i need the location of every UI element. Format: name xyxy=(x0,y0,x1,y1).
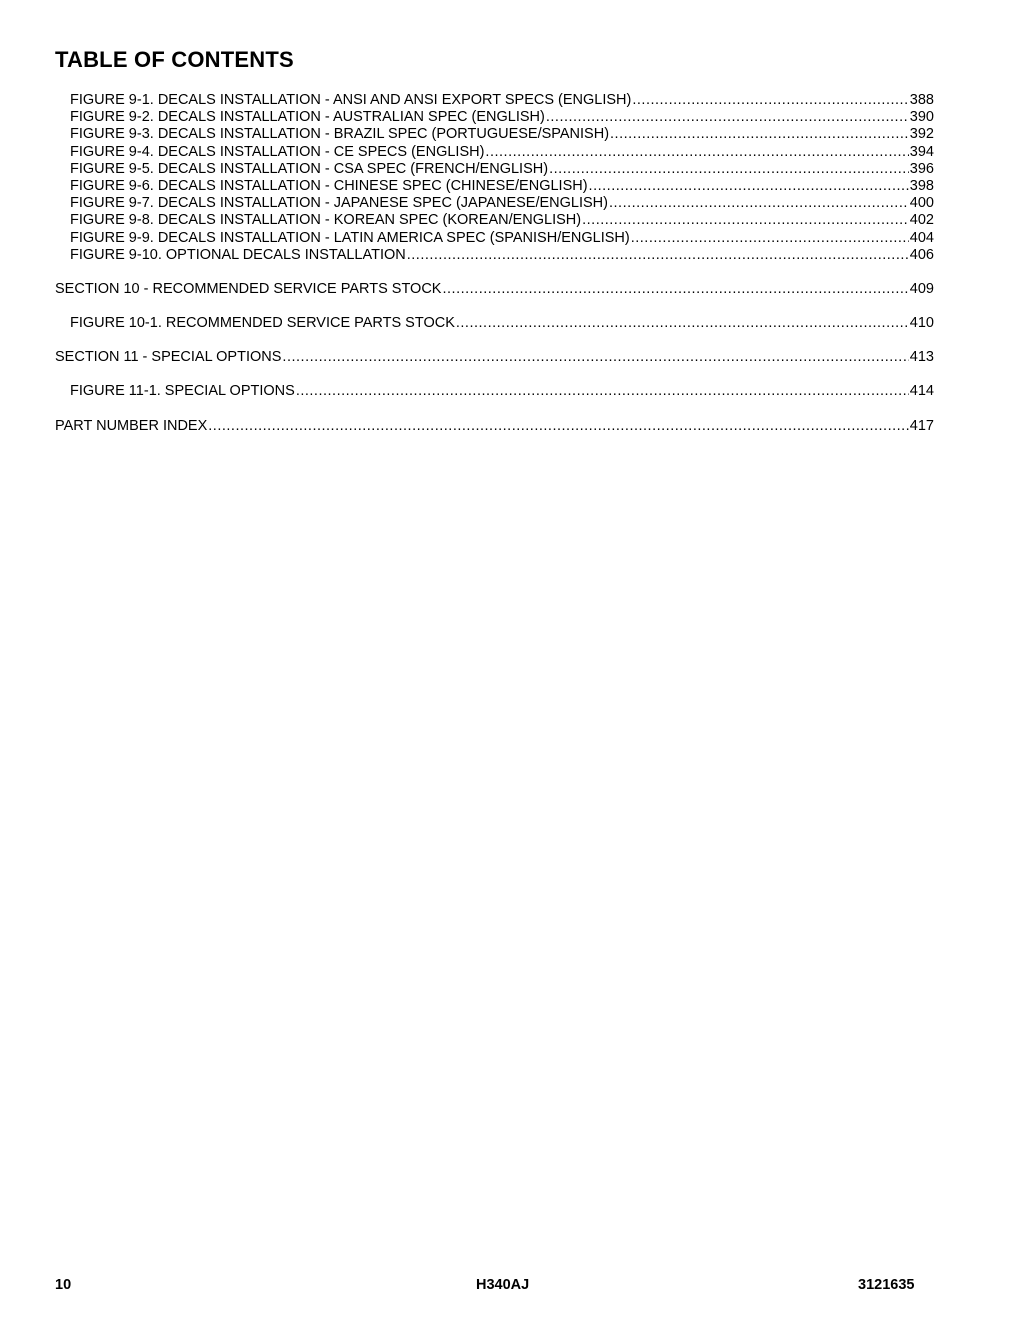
toc-entry-figure-11-1[interactable] xyxy=(55,383,934,400)
toc-entry-page: 417 xyxy=(909,417,934,434)
toc-entry-label: SECTION 11 - SPECIAL OPTIONS xyxy=(55,349,282,366)
toc-list xyxy=(55,92,934,435)
toc-entry-page: 398 xyxy=(909,177,934,194)
dot-leader xyxy=(456,315,909,332)
dot-leader xyxy=(296,383,909,400)
spacer xyxy=(55,401,934,418)
toc-entry-figure-9-3[interactable] xyxy=(55,126,934,143)
page-title: TABLE OF CONTENTS xyxy=(55,47,294,72)
toc-entry-page: 406 xyxy=(909,246,934,263)
footer-doc-number: 3121635 xyxy=(858,1277,915,1293)
toc-entry-label: FIGURE 9-5. DECALS INSTALLATION - CSA SPEC (FRENCH/ENGLISH) xyxy=(70,160,549,177)
dot-leader xyxy=(442,281,908,298)
toc-entry-page: 394 xyxy=(909,143,934,160)
toc-entry-label: FIGURE 9-3. DECALS INSTALLATION - BRAZIL SPEC (PORTUGUESE/SPANISH) xyxy=(70,126,610,143)
toc-entry-label: FIGURE 9-8. DECALS INSTALLATION - KOREAN SPEC (KOREAN/ENGLISH) xyxy=(70,212,582,229)
toc-entry-section-11[interactable] xyxy=(55,349,934,366)
toc-entry-figure-9-5[interactable] xyxy=(55,161,934,178)
dot-leader xyxy=(582,212,909,229)
footer-page-number: 10 xyxy=(55,1277,72,1293)
toc-entry-label: FIGURE 9-6. DECALS INSTALLATION - CHINESE SPEC (CHINESE/ENGLISH) xyxy=(70,177,588,194)
toc-entry-figure-9-4[interactable] xyxy=(55,144,934,161)
toc-entry-page: 409 xyxy=(909,280,934,297)
toc-entry-page: 400 xyxy=(909,195,934,212)
toc-entry-figure-9-9[interactable] xyxy=(55,230,934,247)
toc-entry-part-number-index[interactable] xyxy=(55,418,934,435)
toc-entry-label: FIGURE 9-7. DECALS INSTALLATION - JAPANESE SPEC (JAPANESE/ENGLISH) xyxy=(70,195,608,212)
toc-entry-label: SECTION 10 - RECOMMENDED SERVICE PARTS STOCK xyxy=(55,280,442,297)
toc-entry-figure-9-10[interactable] xyxy=(55,247,934,264)
toc-entry-label: FIGURE 9-2. DECALS INSTALLATION - AUSTRALIAN SPEC (ENGLISH) xyxy=(70,109,545,126)
toc-entry-page: 404 xyxy=(909,229,934,246)
toc-entry-label: FIGURE 9-10. OPTIONAL DECALS INSTALLATION xyxy=(70,246,406,263)
toc-entry-page: 402 xyxy=(909,212,934,229)
toc-entry-figure-9-6[interactable] xyxy=(55,178,934,195)
toc-entry-page: 414 xyxy=(909,383,934,400)
dot-leader xyxy=(549,161,909,178)
spacer xyxy=(55,298,934,315)
toc-entry-figure-10-1[interactable] xyxy=(55,315,934,332)
dot-leader xyxy=(485,144,908,161)
spacer xyxy=(55,264,934,281)
toc-entry-section-10[interactable] xyxy=(55,281,934,298)
dot-leader xyxy=(407,247,909,264)
dot-leader xyxy=(610,126,909,143)
toc-entry-label: FIGURE 9-1. DECALS INSTALLATION - ANSI AND ANSI EXPORT SPECS (ENGLISH) xyxy=(70,92,632,108)
dot-leader xyxy=(609,195,909,212)
toc-entry-figure-9-1[interactable] xyxy=(55,92,934,109)
spacer xyxy=(55,332,934,349)
dot-leader xyxy=(632,92,908,109)
toc-entry-figure-9-2[interactable] xyxy=(55,109,934,126)
toc-entry-figure-9-7[interactable] xyxy=(55,195,934,212)
toc-entry-page: 413 xyxy=(909,349,934,366)
dot-leader xyxy=(208,418,909,435)
toc-entry-page: 390 xyxy=(909,109,934,126)
toc-entry-label: FIGURE 10-1. RECOMMENDED SERVICE PARTS STOCK xyxy=(70,315,455,332)
toc-entry-label: FIGURE 9-4. DECALS INSTALLATION - CE SPECS (ENGLISH) xyxy=(70,143,485,160)
dot-leader xyxy=(631,230,909,247)
toc-entry-page: 410 xyxy=(909,315,934,332)
toc-entry-page: 392 xyxy=(909,126,934,143)
footer-model: H340AJ xyxy=(476,1277,530,1293)
toc-entry-label: FIGURE 9-9. DECALS INSTALLATION - LATIN AMERICA SPEC (SPANISH/ENGLISH) xyxy=(70,229,630,246)
toc-entry-label: FIGURE 11-1. SPECIAL OPTIONS xyxy=(70,383,295,400)
dot-leader xyxy=(282,349,908,366)
dot-leader xyxy=(546,109,909,126)
toc-entry-label: PART NUMBER INDEX xyxy=(55,417,208,434)
dot-leader xyxy=(589,178,909,195)
toc-entry-page: 396 xyxy=(909,160,934,177)
spacer xyxy=(55,366,934,383)
toc-entry-page: 388 xyxy=(909,92,934,108)
toc-entry-figure-9-8[interactable] xyxy=(55,212,934,229)
